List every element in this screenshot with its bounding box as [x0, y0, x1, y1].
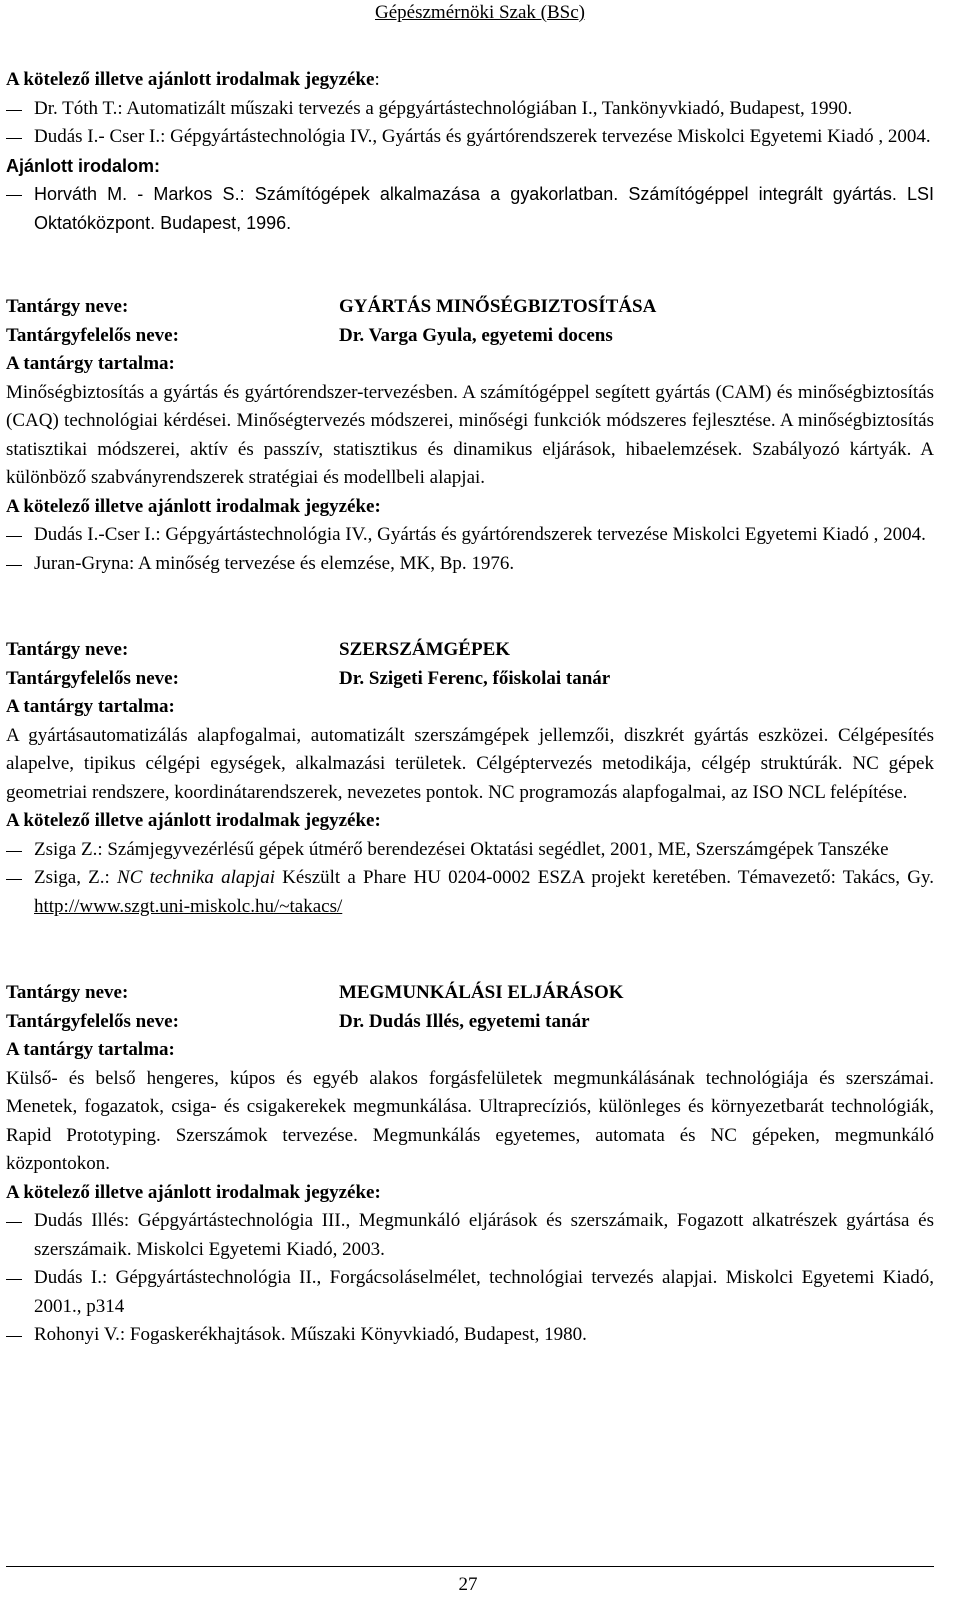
- subject-name-value: GYÁRTÁS MINŐSÉGBIZTOSÍTÁSA: [339, 296, 657, 317]
- responsible-row: [6, 1008, 934, 1037]
- subject-name-label: Tantárgy neve:: [6, 639, 129, 660]
- list-item-text: Rohonyi V.: Fogaskerékhajtások. Műszaki Könyvkiadó, Budapest, 1980.: [34, 1324, 587, 1345]
- list-item-text: Dudás I.- Cser I.: Gépgyártástechnológia IV., Gyártás és gyártórendszerek tervezése Miskolci Egyetemi Kiadó , 2004.: [34, 126, 931, 147]
- list-item-text: Horváth M. - Markos S.: Számítógépek alkalmazása a gyakorlatban. Számítógéppel integrált gyártás. LSI Oktatóközpont. Budapest, 1996.: [34, 184, 934, 233]
- intro-literature-heading-text: A kötelező illetve ajánlott irodalmak jegyzéke: [6, 69, 375, 90]
- list-item-text: Dudás I.: Gépgyártástechnológia II., Forgácsoláselmélet, technológiai tervezés alapjai. Miskolci Egyetemi Kiadó, 2001., p314: [34, 1267, 934, 1317]
- literature-label: A kötelező illetve ajánlott irodalmak jegyzéke:: [6, 495, 381, 517]
- course-section-2: [6, 636, 934, 921]
- list-item: [6, 836, 934, 865]
- list-item-text: Zsiga Z.: Számjegyvezérlésű gépek útmérő berendezései Oktatási segédlet, 2001, ME, Szerszámgépek Tanszéke: [34, 838, 889, 860]
- subject-name-value: SZERSZÁMGÉPEK: [339, 639, 511, 660]
- responsible-label: Tantárgyfelelős neve:: [6, 1010, 179, 1032]
- intro-literature-list: [6, 95, 934, 152]
- list-item-text-start: Zsiga, Z.:: [34, 867, 118, 888]
- list-item: [6, 1264, 934, 1321]
- subject-name-label: Tantárgy neve:: [6, 296, 129, 317]
- page-header: Gépészmérnöki Szak (BSc): [375, 2, 585, 23]
- list-item-text-rest: Készült a Phare HU 0204-0002 ESZA projekt keretében. Témavezető: Takács, Gy.: [274, 867, 934, 888]
- dash-bullet-icon: [6, 138, 22, 139]
- spacer: [6, 237, 934, 293]
- literature-label: A kötelező illetve ajánlott irodalmak jegyzéke:: [6, 810, 381, 831]
- dash-bullet-icon: [6, 1336, 22, 1337]
- content-paragraph: Külső- és belső hengeres, kúpos és egyéb alakos forgásfelületek megmunkálásának technológiája és szerszámai. Menetek, fogazatok, csiga- és csigakerekek megmunkálása. Ultraprecíziós, különleges és környezetbarát technológiák, Rapid Prototyping. Szerszámok tervezése. Megmunkálás egyetemes, automata és NC gépeken, megmunkáló központokon.: [6, 1067, 934, 1174]
- book-title-italic: NC technika alapjai: [117, 867, 275, 888]
- dash-bullet-icon: [6, 195, 22, 196]
- content-paragraph: A gyártásautomatizálás alapfogalmai, automatizált szerszámgépek jellemzői, diszkrét gyártás eszközei. Célgépesítés alapelve, tipikus célgépi egységek, alkalmazási területek. Célgéptervezés metodikája, célgép struktúrák. NC gépek geometriai rendszere, koordinátarendszerek, nevezetes pontok. NC programozás alapfogalmai, az ISO NCL felépítése.: [6, 724, 934, 803]
- responsible-value: Dr. Szigeti Ferenc, főiskolai tanár: [339, 667, 611, 689]
- course-section-1: [6, 293, 934, 578]
- subject-name-value: MEGMUNKÁLÁSI ELJÁRÁSOK: [339, 982, 624, 1003]
- footer-divider: [6, 1566, 934, 1567]
- list-item: [6, 123, 934, 152]
- literature-list: [6, 1207, 934, 1350]
- dash-bullet-icon: [6, 536, 22, 537]
- list-item: [6, 550, 934, 579]
- list-item-text: Dr. Tóth T.: Automatizált műszaki tervezés a gépgyártástechnológiában I., Tankönyvkiadó, Budapest, 1990.: [34, 97, 853, 119]
- intro-literature-heading: [6, 66, 934, 95]
- page-number: 27: [458, 1574, 478, 1595]
- website-link[interactable]: http://www.szgt.uni-miskolc.hu/~takacs/: [34, 895, 343, 917]
- responsible-label: Tantárgyfelelős neve:: [6, 324, 179, 346]
- list-item: [6, 864, 934, 921]
- responsible-row: [6, 322, 934, 351]
- list-item: [6, 95, 934, 124]
- list-item-text: Juran-Gryna: A minőség tervezése és elemzése, MK, Bp. 1976.: [34, 552, 515, 574]
- literature-list: [6, 836, 934, 922]
- list-item: [6, 521, 934, 550]
- dash-bullet-icon: [6, 879, 22, 880]
- content-label: A tantárgy tartalma:: [6, 696, 175, 717]
- responsible-row: [6, 665, 934, 694]
- content-paragraph: Minőségbiztosítás a gyártás és gyártórendszer-tervezésben. A számítógéppel segített gyártás (CAM) és minőségbiztosítás (CAQ) technológiai kérdései. Minőségtervezés módszerei, minőségi funkciók módszeres fejlesztése. A minőségbiztosítás statisztikai módszerei, aktív és passzív, statisztikus és dinamikus eljárások, hibaelemzések. Szabályozó kártyák. A különböző szabványrendszerek stratégiai és modellbeli alapjai.: [6, 381, 934, 488]
- list-item: [6, 180, 934, 237]
- subject-name-label: Tantárgy neve:: [6, 982, 129, 1003]
- dash-bullet-icon: [6, 851, 22, 852]
- subject-name-row: [6, 293, 934, 322]
- list-item: [6, 1321, 934, 1350]
- dash-bullet-icon: [6, 110, 22, 111]
- subject-name-row: [6, 979, 934, 1008]
- recommended-list: [6, 180, 934, 237]
- responsible-value: Dr. Dudás Illés, egyetemi tanár: [339, 1010, 590, 1032]
- intro-literature-heading-colon: :: [374, 69, 380, 90]
- dash-bullet-icon: [6, 1222, 22, 1223]
- content-label: A tantárgy tartalma:: [6, 353, 175, 374]
- subject-name-row: [6, 636, 934, 665]
- spacer: [6, 921, 934, 979]
- list-item-text: Dudás Illés: Gépgyártástechnológia III., Megmunkáló eljárások és szerszámaik, Fogazott alkatrészek gyártása és szerszámaik. Miskolci Egyetemi Kiadó, 2003.: [34, 1210, 934, 1260]
- literature-list: [6, 521, 934, 578]
- dash-bullet-icon: [6, 565, 22, 566]
- dash-bullet-icon: [6, 1279, 22, 1280]
- list-item-text: Dudás I.-Cser I.: Gépgyártástechnológia IV., Gyártás és gyártórendszerek tervezése Miskolci Egyetemi Kiadó , 2004.: [34, 524, 926, 545]
- responsible-value: Dr. Varga Gyula, egyetemi docens: [339, 324, 613, 346]
- page-content: [6, 66, 934, 1350]
- content-label: A tantárgy tartalma:: [6, 1039, 175, 1060]
- course-section-3: [6, 979, 934, 1350]
- list-item: [6, 1207, 934, 1264]
- literature-label: A kötelező illetve ajánlott irodalmak jegyzéke:: [6, 1181, 381, 1203]
- recommended-heading: Ajánlott irodalom:: [6, 155, 160, 176]
- responsible-label: Tantárgyfelelős neve:: [6, 667, 179, 689]
- spacer: [6, 578, 934, 636]
